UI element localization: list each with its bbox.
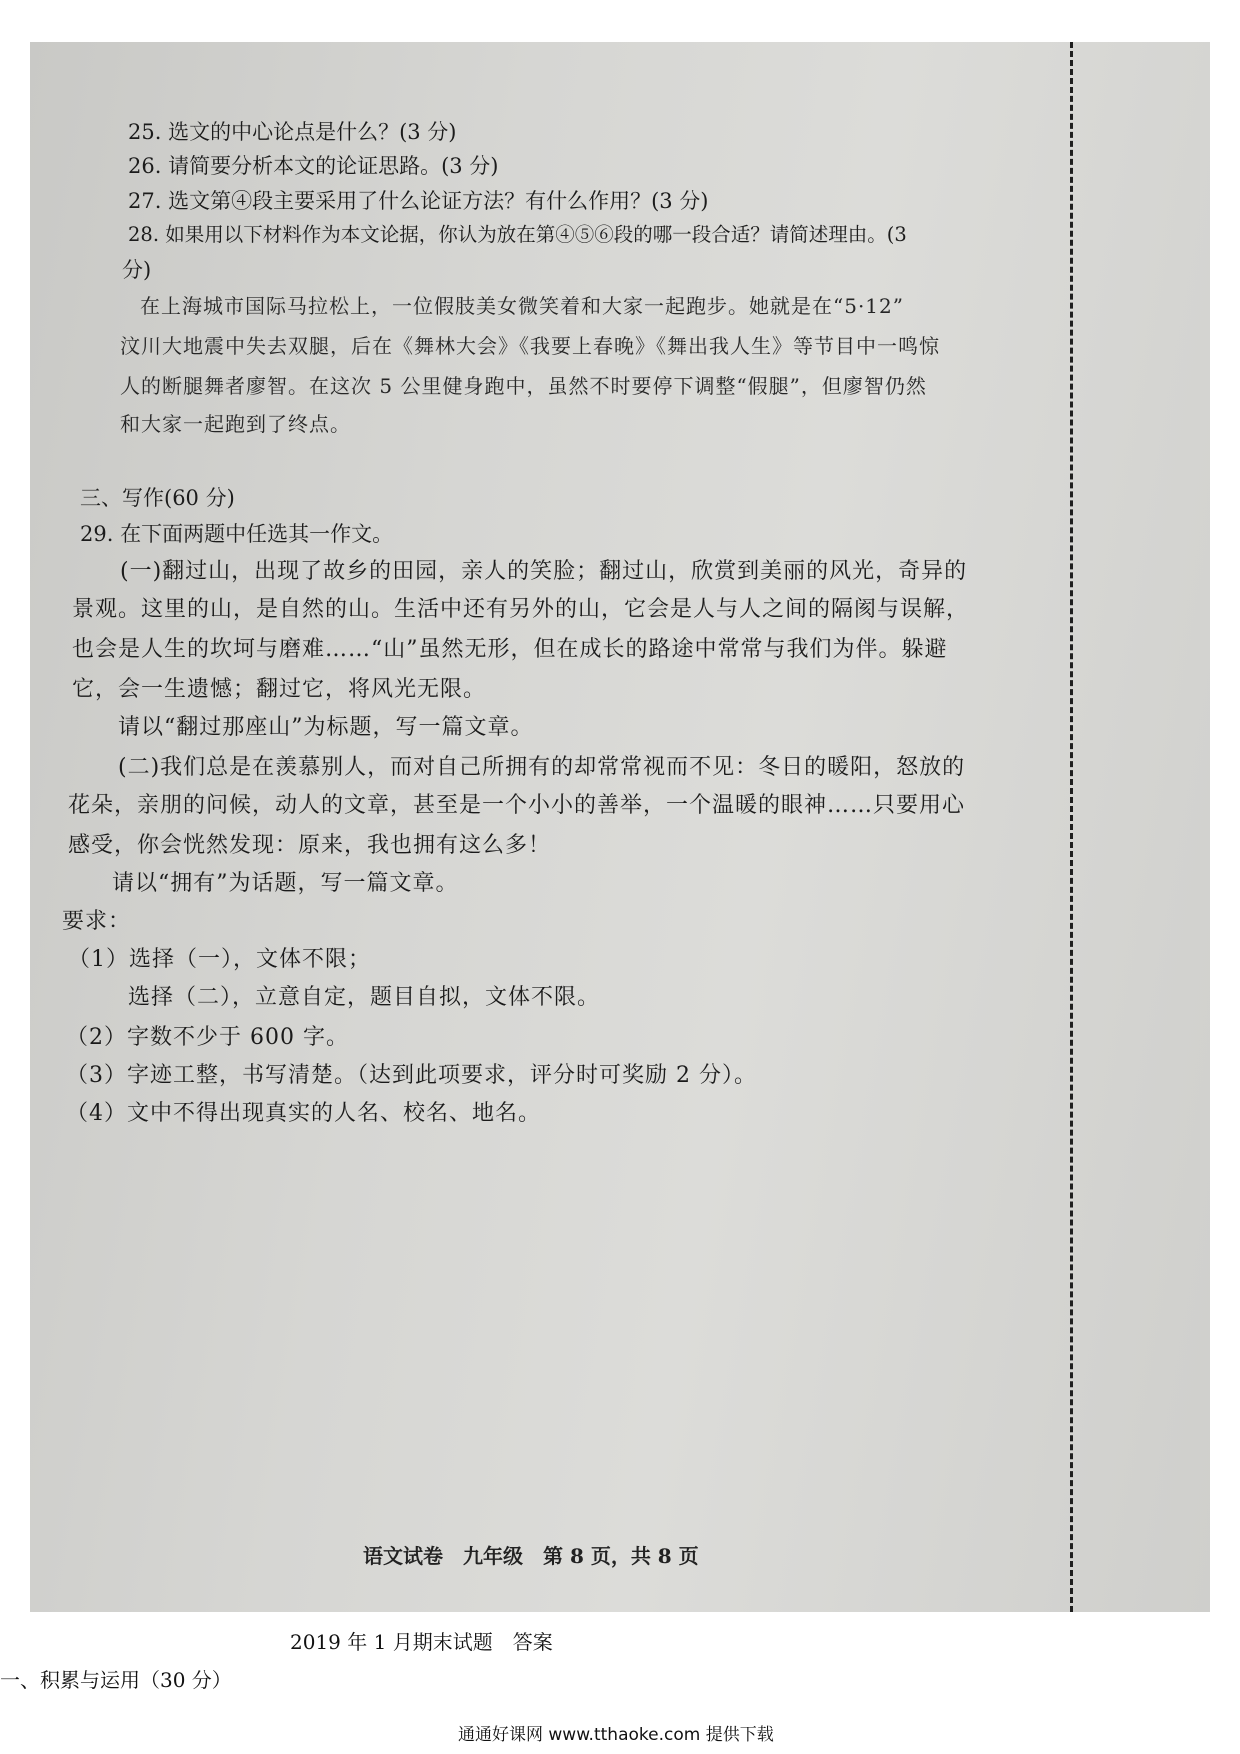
requirements-title: 要求： [62, 909, 132, 934]
question-29: 29. 在下面两题中任选其一作文。 [80, 522, 394, 546]
question-25: 25. 选文的中心论点是什么？(3 分) [128, 120, 457, 144]
requirement-1-choice-2: 选择（二），立意自定，题目自拟，文体不限。 [128, 985, 601, 1010]
option-1-line-1: (一)翻过山，出现了故乡的田园，亲人的笑脸；翻过山，欣赏到美丽的风光，奇异的 [120, 559, 968, 584]
option-1-line-2: 景观。这里的山，是自然的山。生活中还有另外的山，它会是人与人之间的隔阂与误解， [72, 597, 970, 622]
requirement-4: （4）文中不得出现真实的人名、校名、地名。 [66, 1101, 541, 1126]
scanned-exam-page [30, 42, 1210, 1612]
option-2-prompt: 请以“拥有”为话题，写一篇文章。 [112, 871, 459, 896]
question-26: 26. 请简要分析本文的论证思路。(3 分) [128, 154, 499, 178]
requirement-1: （1）选择（一），文体不限； [68, 947, 371, 972]
answer-title: 2019 年 1 月期末试题 答案 [290, 1630, 553, 1654]
answer-section-title: 一、积累与运用（30 分） [0, 1668, 232, 1692]
material-line-1: 在上海城市国际马拉松上，一位假肢美女微笑着和大家一起跑步。她就是在“5·12” [140, 294, 904, 318]
question-27: 27. 选文第④段主要采用了什么论证方法？有什么作用？(3 分) [128, 189, 709, 213]
option-2-line-2: 花朵，亲朋的问候，动人的文章，甚至是一个小小的善举，一个温暖的眼神……只要用心 [68, 793, 966, 818]
requirement-3: （3）字迹工整，书写清楚。（达到此项要求，评分时可奖励 2 分）。 [66, 1063, 757, 1088]
binding-dashed-line [1070, 42, 1073, 1612]
material-line-2: 汶川大地震中失去双腿，后在《舞林大会》《我要上春晚》《舞出我人生》等节目中一鸣惊 [120, 334, 940, 358]
question-28-line-2: 分) [122, 258, 152, 282]
requirement-2: （2）字数不少于 600 字。 [66, 1025, 349, 1050]
section-writing-title: 三、写作(60 分) [80, 486, 235, 510]
option-2-line-1: (二)我们总是在羡慕别人，而对自己所拥有的却常常视而不见：冬日的暖阳，怒放的 [118, 755, 966, 780]
option-1-line-3: 也会是人生的坎坷与磨难……“山”虽然无形，但在成长的路途中常常与我们为伴。躲避 [72, 637, 948, 662]
page-footer: 语文试卷 九年级 第 8 页，共 8 页 [363, 1544, 699, 1568]
question-28-line-1: 28. 如果用以下材料作为本文论据，你认为放在第④⑤⑥段的哪一段合适？请简述理由。(3 [128, 223, 907, 246]
material-line-3: 人的断腿舞者廖智。在这次 5 公里健身跑中，虽然不时要停下调整“假腿”，但廖智仍然 [120, 374, 927, 398]
option-2-line-3: 感受，你会恍然发现：原来，我也拥有这么多！ [68, 833, 552, 858]
option-1-line-4: 它，会一生遗憾；翻过它，将风光无限。 [72, 677, 487, 702]
watermark-text: 通通好课网 www.tthaoke.com 提供下载 [458, 1725, 774, 1745]
option-1-prompt: 请以“翻过那座山”为标题，写一篇文章。 [118, 715, 534, 740]
material-line-4: 和大家一起跑到了终点。 [120, 412, 351, 436]
